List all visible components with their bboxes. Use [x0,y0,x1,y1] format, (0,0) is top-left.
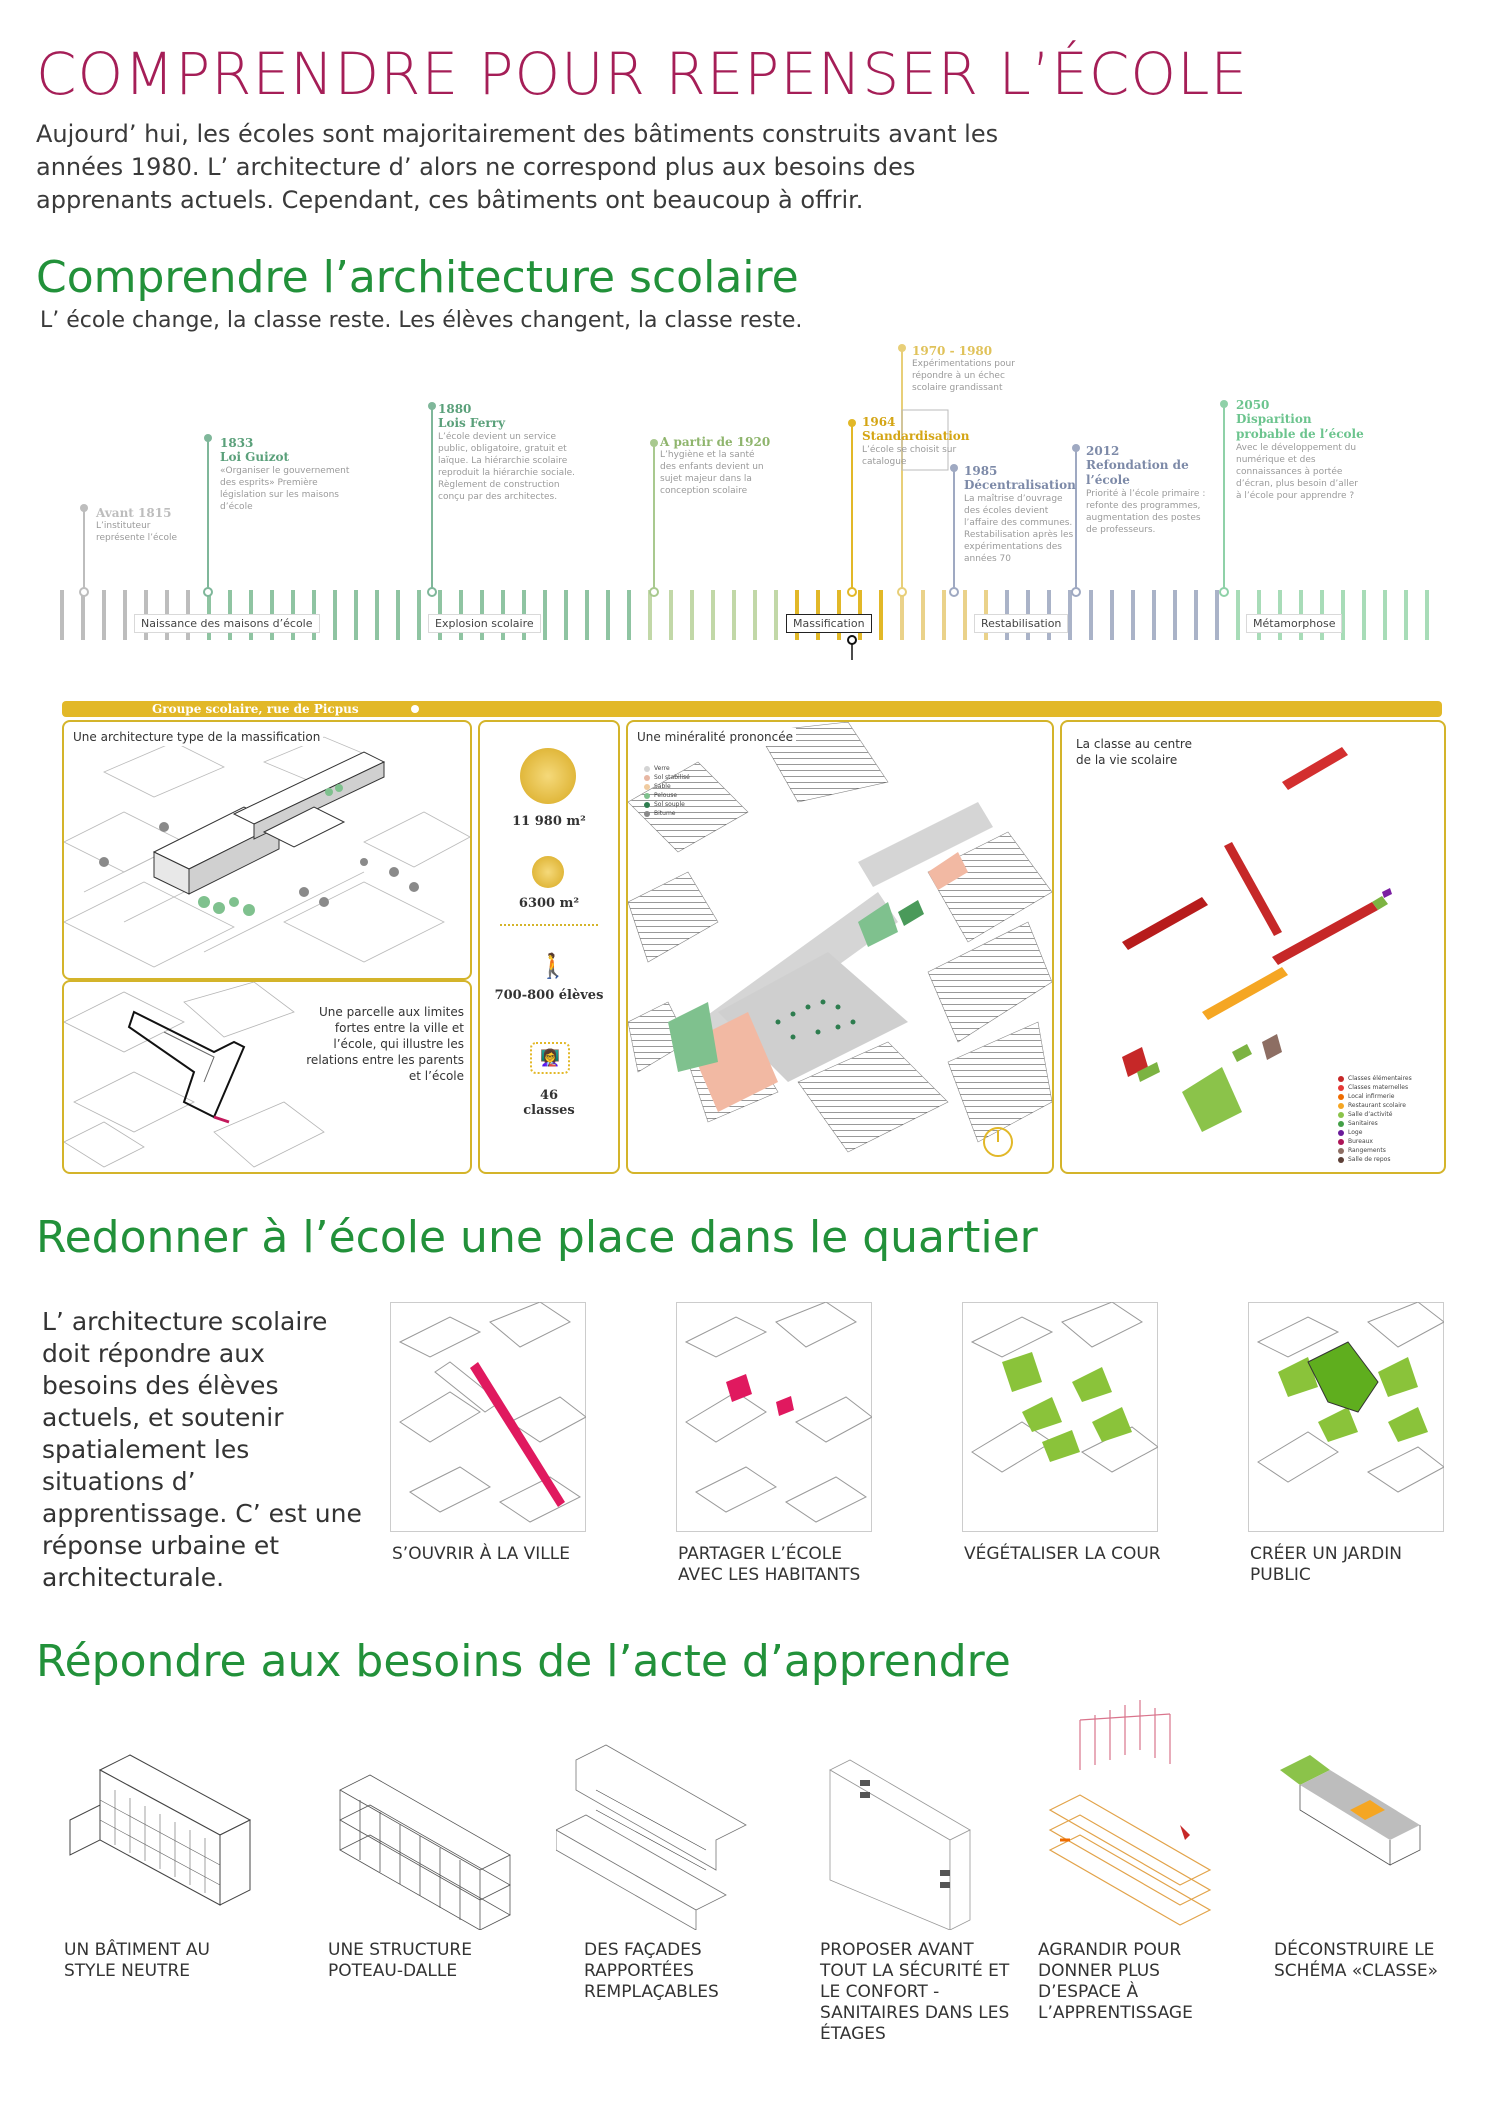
timeline-dot [848,419,856,427]
timeline-anchor [204,588,212,596]
section-heading-architecture: Comprendre l’architecture scolaire [36,252,799,303]
timeline-bar [1089,590,1093,640]
group-bar-dot [411,705,419,713]
timeline-bar [879,590,883,640]
stats-divider [500,924,598,926]
timeline-bar [711,590,715,640]
timeline-bar [354,590,358,640]
timeline-bar [690,590,694,640]
caption-green-yard: VÉGÉTALISER LA COUR [964,1544,1161,1564]
timeline-bar [1236,590,1240,640]
timeline-bar [900,590,904,640]
group-label: Groupe scolaire, rue de Picpus [152,702,359,716]
caption-open-city: S’OUVRIR À LA VILLE [392,1544,570,1564]
timeline-connector [412,640,852,660]
timeline-anchor [1072,588,1080,596]
timeline-bar [1404,590,1408,640]
section-heading-apprendre: Répondre aux besoins de l’acte d’apprendre [36,1636,1011,1687]
timeline-bar [1110,590,1114,640]
timeline-dot [428,402,436,410]
classroom-icon: 👩‍🏫 [530,1042,570,1074]
timeline-bar [921,590,925,640]
caption-sanitary: PROPOSER AVANT TOUT LA SÉCURITÉ ET LE CONFORT - SANITAIRES DANS LES ÉTAGES [820,1940,1010,2044]
intro-text: Aujourd’ hui, les écoles sont majoritairement des bâtiments construits avant les années 1980. L’ architecture d’ alors ne correspond plus aux besoins des apprenants actuels. Cependant, ces bâtiments ont beaucoup à offrir. [36,120,999,214]
stat-built-area: 6300 m² [518,896,580,911]
panel-massification-caption: Une architecture type de la massification [70,728,323,746]
section-heading-quartier: Redonner à l’école une place dans le quartier [36,1212,1038,1263]
timeline-bar [1215,590,1219,640]
legend-item: Salle d’activité [1338,1110,1412,1119]
caption-share-school: PARTAGER L’ÉCOLE AVEC LES HABITANTS [678,1544,861,1585]
timeline-bar [1194,590,1198,640]
timeline-bar [774,590,778,640]
section-subheading: L’ école change, la classe reste. Les élèves changent, la classe reste. [40,308,803,333]
urban-diagram-share [676,1302,872,1532]
group-bar [62,701,1442,717]
legend-item: Local infirmerie [1338,1092,1412,1101]
minerality-plan-illustration [628,722,1052,1172]
period-massification: Massification [786,614,872,633]
panel-massification [62,720,472,980]
legend-item: Restaurant scolaire [1338,1101,1412,1110]
diagram-sanitary [820,1730,990,1930]
caption-deconstruct: DÉCONSTRUIRE LE SCHÉMA «CLASSE» [1274,1940,1439,1981]
built-area-icon [532,856,564,888]
timeline-anchor [428,588,436,596]
timeline-bar [1068,590,1072,640]
timeline-bar [81,590,85,640]
timeline-bar [1362,590,1366,640]
caption-facades: DES FAÇADES RAPPORTÉES REMPLAÇABLES [584,1940,719,2002]
legend-item: Salle de repos [1338,1155,1412,1164]
timeline-dot [204,434,212,442]
legend-item: Classes maternelles [1338,1083,1412,1092]
panel-minerality-caption: Une minéralité prononcée [634,728,796,746]
timeline-bar [1173,590,1177,640]
timeline-bar [648,590,652,640]
panel-stats [478,720,620,1174]
caption-public-garden: CRÉER UN JARDIN PUBLIC [1250,1544,1402,1585]
urban-diagram-garden [1248,1302,1444,1532]
legend-item: Verre [644,764,690,773]
student-icon: 🚶 [538,952,568,980]
section2-text: L’ architecture scolaire doit répondre aux besoins des élèves actuels, et soutenir spatialement les situations d’ apprentissage. C’ est une réponse urbaine et architecturale. [42,1307,362,1592]
timeline-bar [585,590,589,640]
timeline-event-1815: Avant 1815 L’instituteur représente l’école [96,506,178,543]
timeline-event-1985: 1985 Décentralisation La maîtrise d’ouvrage des écoles devient l’affaire des communes. Restabilisation après les expérimentations des années 70 [964,464,1076,564]
timeline-event-1880: 1880 Lois Ferry L’école devient un service public, obligatoire, gratuit et laïque. La hiérarchie scolaire reproduit la hiérarchie sociale. Règlement de construction conçu par des architectes. [438,402,576,502]
legend-item: Bureaux [1338,1137,1412,1146]
period-metamorphose: Métamorphose [1246,614,1342,633]
timeline-event-1833: 1833 Loi Guizot «Organiser le gouvernement des esprits» Première législation sur les maisons d’école [220,436,350,512]
timeline-bar [1383,590,1387,640]
timeline [0,340,1500,660]
timeline-event-2050: 2050 Disparition probable de l’école Avec le développement du numérique et des connaissances à portée d’écran, plus besoin d’aller à l’école pour apprendre ? [1236,398,1364,501]
legend-item: Bitume [644,809,690,818]
caption-post-slab: UNE STRUCTURE POTEAU-DALLE [328,1940,472,1981]
timeline-event-1964: 1964 Standardisation L’école se choisit sur catalogue [862,415,970,467]
page-title: COMPRENDRE POUR REPENSER L’ÉCOLE [36,40,1249,108]
diagram-post-slab [330,1730,530,1930]
timeline-dot [650,439,658,447]
timeline-bar [942,590,946,640]
minerality-legend [644,764,690,818]
panel-minerality [626,720,1054,1174]
diagram-facades [556,1730,756,1930]
timeline-anchor [80,588,88,596]
timeline-anchor [898,588,906,596]
period-explosion: Explosion scolaire [428,614,541,633]
timeline-dot [1220,400,1228,408]
panel-parcel-caption: Une parcelle aux limites fortes entre la ville et l’école, qui illustre les relations entre les parents et l’école [306,1005,464,1083]
timeline-bar [60,590,64,640]
diagram-extend [1040,1700,1230,1930]
classes-legend [1338,1074,1412,1164]
timeline-bar [1425,590,1429,640]
timeline-bar [543,590,547,640]
legend-item: Sol stabilisé [644,773,690,782]
timeline-event-2012: 2012 Refondation de l’école Priorité à l’école primaire : refonte des programmes, augmentation des postes de professeurs. [1086,444,1206,535]
timeline-anchor [650,588,658,596]
legend-item: Loge [1338,1128,1412,1137]
stat-classes: 46 classes [523,1088,575,1118]
timeline-bar [1152,590,1156,640]
period-naissance: Naissance des maisons d’école [134,614,320,633]
legend-item: Sable [644,782,690,791]
caption-neutral-style: UN BÂTIMENT AU STYLE NEUTRE [64,1940,210,1981]
panel-parcel [62,980,472,1174]
timeline-dot [80,504,88,512]
legend-item: Sanitaires [1338,1119,1412,1128]
stat-students: 700-800 élèves [494,988,604,1003]
timeline-bar [1131,590,1135,640]
legend-item: Classes élémentaires [1338,1074,1412,1083]
panel-classes [1060,720,1446,1174]
period-restabilisation: Restabilisation [974,614,1068,633]
legend-item: Pelouse [644,791,690,800]
timeline-bar [606,590,610,640]
legend-item: Sol souple [644,800,690,809]
timeline-event-1920: A partir de 1920 L’hygiène et la santé des enfants devient un sujet majeur dans la conception scolaire [660,435,771,496]
timeline-bar [396,590,400,640]
timeline-bar [102,590,106,640]
urban-diagram-open [390,1302,586,1532]
timeline-dot [1072,444,1080,452]
timeline-anchor [950,588,958,596]
urban-diagram-green [962,1302,1158,1532]
legend-item: Rangements [1338,1146,1412,1155]
timeline-bar [375,590,379,640]
timeline-dot [898,344,906,352]
timeline-connector-dot [848,636,856,644]
panel-classes-caption: La classe au centre de la vie scolaire [1076,737,1192,767]
axonometric-school-illustration [64,722,470,978]
timeline-event-1970: 1970 - 1980 Expérimentations pour répondre à un échec scolaire grandissant [912,344,1015,393]
timeline-bar [963,590,967,640]
diagram-neutral-building [60,1730,260,1930]
timeline-bar [564,590,568,640]
timeline-bar [753,590,757,640]
site-area-icon [520,748,576,804]
timeline-bar [627,590,631,640]
timeline-anchor [848,588,856,596]
stat-site-area: 11 980 m² [512,814,586,829]
timeline-bar [732,590,736,640]
caption-extend: AGRANDIR POUR DONNER PLUS D’ESPACE À L’APPRENTISSAGE [1038,1940,1193,2023]
timeline-bar [123,590,127,640]
timeline-bar [669,590,673,640]
diagram-deconstruct [1270,1730,1440,1930]
timeline-bar [417,590,421,640]
timeline-anchor [1220,588,1228,596]
timeline-bar [333,590,337,640]
